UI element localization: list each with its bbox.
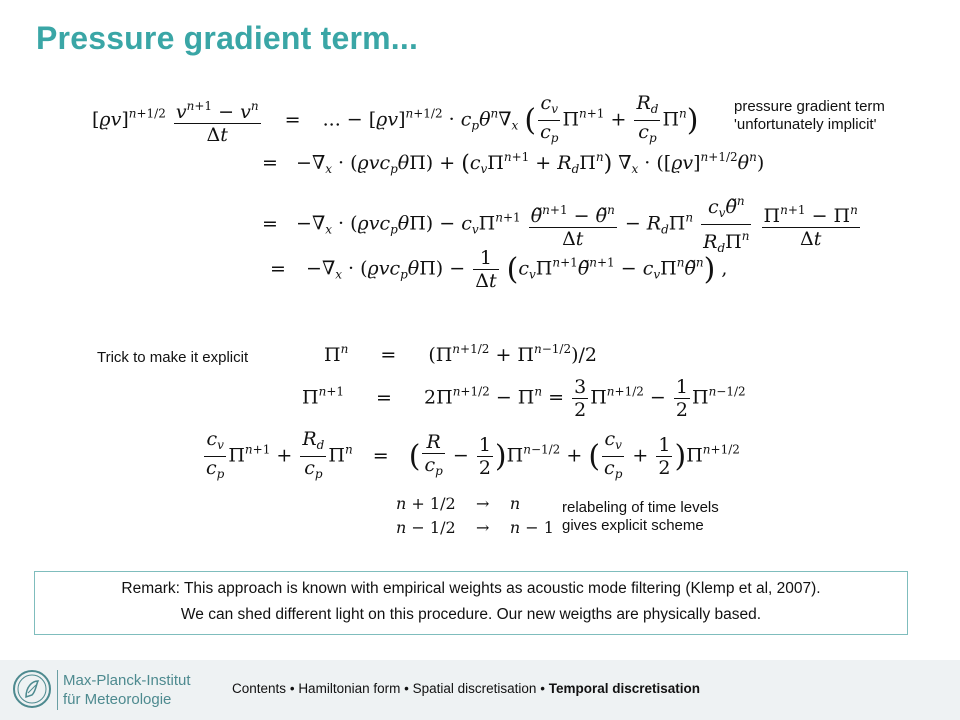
pressure-note-line1: pressure gradient term bbox=[734, 98, 885, 115]
relabel-note-line2: gives explicit scheme bbox=[562, 517, 704, 534]
relabel-mapping bbox=[396, 492, 554, 540]
institute-name bbox=[63, 671, 191, 709]
remark-line1: Remark: This approach is known with empirical weights as acoustic mode filtering (Klemp et al, 2007). bbox=[121, 580, 821, 597]
pressure-gradient-note bbox=[734, 98, 885, 134]
nav-spatial[interactable]: Spatial discretisation bbox=[412, 681, 537, 696]
equation-row-1: $[ϱv]^{n+1/2}$ $\frac{v^{n+1} - v^n}{\Delta t}$ = ... − $[ϱv]^{n+1/2} \cdot c_p\theta^n\nabla_x$ ( $\frac{c_v}{c_p}$ $\Pi^{n+1}$ + $\frac{R_d}{c_p}$ $\Pi^n$) bbox=[92, 92, 699, 146]
trick-row-3: $\frac{c_v}{c_p}$ $\Pi^{n+1}$ + $\frac{R_d}{c_p}$ $\Pi^n$ = ( $\frac{R}{c_p}$ − $\frac{1}{2}$ )$\Pi^{n-1/2}$ + ( $\frac{c_v}{c_p}$ + $\frac{1}{2}$ )$\Pi^{n+1/2}$ bbox=[206, 428, 740, 481]
section-navigation bbox=[232, 681, 700, 696]
nav-contents[interactable]: Contents bbox=[232, 681, 287, 696]
trick-note: Trick to make it explicit bbox=[97, 349, 249, 366]
logo-separator bbox=[57, 670, 58, 710]
nav-separator: • bbox=[540, 681, 545, 696]
nav-temporal-current[interactable]: Temporal discretisation bbox=[548, 681, 701, 696]
minerva-logo-icon bbox=[12, 669, 52, 709]
remark-box bbox=[34, 571, 908, 635]
pressure-note-line2: 'unfortunately implicit' bbox=[734, 116, 877, 133]
relabel-row-1: n + 1/2 → n bbox=[396, 494, 521, 513]
nav-hamiltonian[interactable]: Hamiltonian form bbox=[298, 681, 401, 696]
equation-row-2: = $-\nabla_x \cdot (ϱvc_p\theta\Pi) + (c_v\Pi^{n+1} + R_d\Pi^n) \nabla_x \cdot ([ϱv]^{n+1/2}\theta^n)$ bbox=[262, 150, 765, 177]
institute-line2: für Meteorologie bbox=[63, 691, 172, 708]
nav-separator: • bbox=[404, 681, 409, 696]
institute-line1: Max-Planck-Institut bbox=[63, 672, 191, 689]
nav-separator: • bbox=[289, 681, 295, 696]
equation-row-4: = $-\nabla_x \cdot (ϱvc_p\theta\Pi)$ − $\frac{1}{\Delta t}$ ($c_v\Pi^{n+1}\thetã^{n+1}$ − $c_v\Pi^n\thetã^n$) , bbox=[270, 247, 728, 292]
slide-title: Pressure gradient term... bbox=[36, 20, 419, 56]
relabel-note bbox=[562, 499, 719, 535]
equation-block-trick bbox=[196, 340, 776, 490]
remark-line2: We can shed different light on this procedure. Our new weigths are physically based. bbox=[180, 606, 762, 623]
trick-row-2: $\Pi^{n+1} = 2\Pi^{n+1/2} - \Pi^n$ = $\frac{3}{2}$ $\Pi^{n+1/2}$ − $\frac{1}{2}$ $\Pi^{n-1/2}$ bbox=[302, 376, 746, 421]
relabel-note-line1: relabeling of time levels bbox=[562, 499, 719, 516]
trick-row-1: $\Pi^n = (\Pi^{n+1/2} + \Pi^{n-1/2})/2$ bbox=[324, 342, 597, 366]
relabel-row-2: n − 1/2 → n − 1 bbox=[396, 518, 554, 537]
equation-row-3: = $-\nabla_x \cdot (ϱvc_p\theta\Pi) - c_v\Pi^{n+1}$ $\frac{\thetã^{n+1} - \thetã^n}{\Delta t}$ − $R_d\Pi^n$ $\frac{c_v\thetã^n}{R_d\Pi^n}$ $\frac{\Pi^{n+1} - \Pi^n}{\Delta t}$ bbox=[262, 190, 862, 259]
